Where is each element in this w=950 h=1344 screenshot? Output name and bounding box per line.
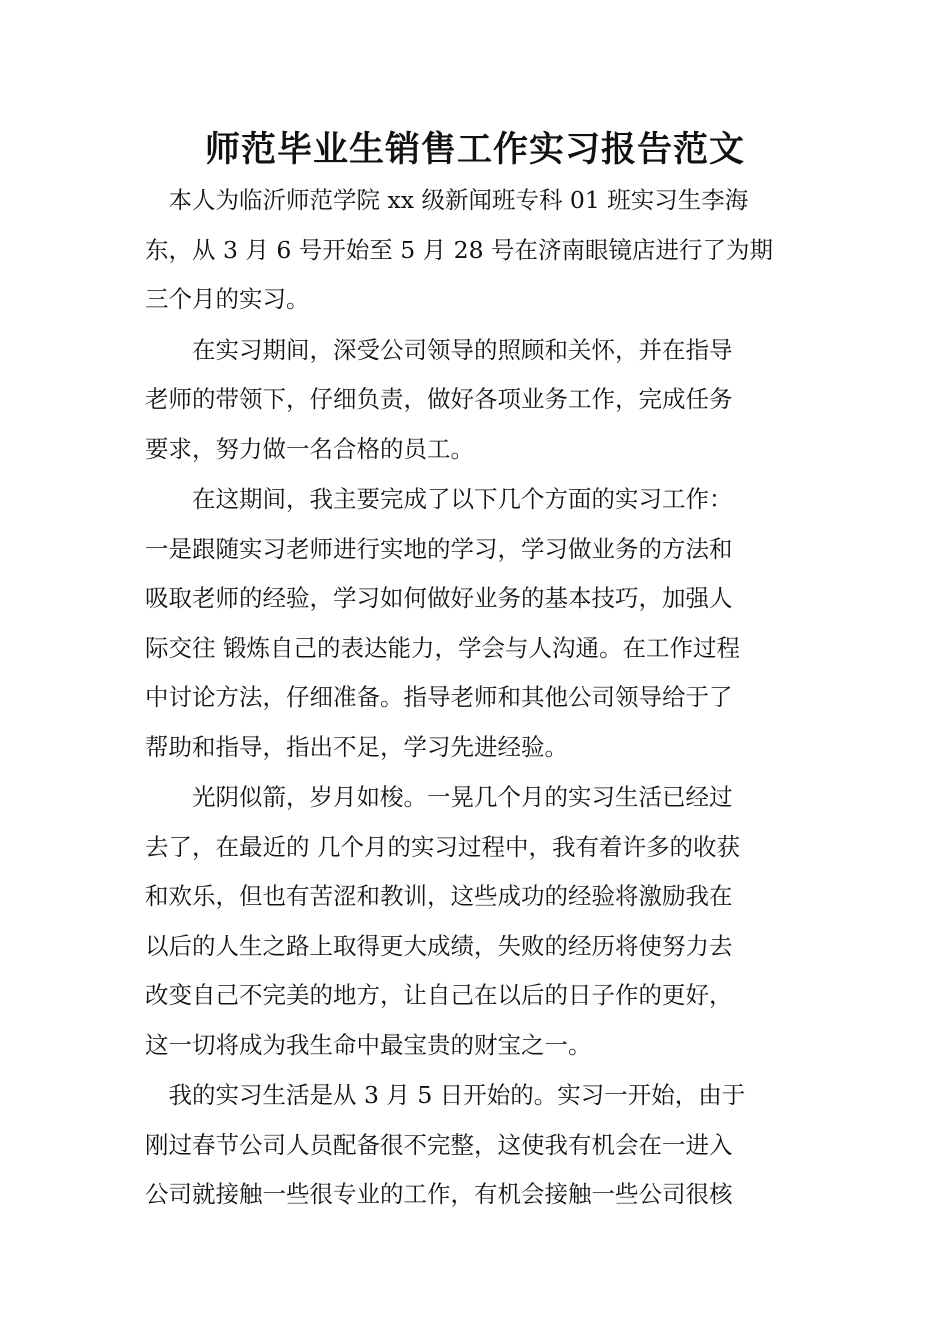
document-body xyxy=(145,176,810,1221)
text-line: 要求，努力做一名合格的员工。 xyxy=(145,434,474,463)
text-line: 以后的人生之路上取得更大成绩，失败的经历将使努力去 xyxy=(145,931,733,960)
text-line: 三个月的实习。 xyxy=(145,285,310,313)
text-line: 刚过春节公司人员配备很不完整，这使我有机会在一进入 xyxy=(145,1130,733,1159)
text-line: 帮助和指导，指出不足，学习先进经验。 xyxy=(145,732,568,761)
text-line: 吸取老师的经验，学习如何做好业务的基本技巧，加强人 xyxy=(145,584,733,612)
text-line: 在实习期间，深受公司领导的照顾和关怀，并在指导 xyxy=(145,335,733,364)
paragraph-3 xyxy=(145,475,810,772)
text-line: 改变自己不完美的地方，让自己在以后的日子作的更好， xyxy=(145,981,733,1009)
paragraph-4 xyxy=(145,773,810,1070)
text-line: 中讨论方法，仔细准备。指导老师和其他公司领导给于了 xyxy=(145,683,733,711)
text-line: 本人为临沂师范学院 xx 级新闻班专科 01 班实习生李海 xyxy=(145,186,749,214)
paragraph-2 xyxy=(145,326,810,475)
text-line: 际交往 锻炼自己的表达能力，学会与人沟通。在工作过程 xyxy=(145,633,740,662)
text-line: 这一切将成为我生命中最宝贵的财宝之一。 xyxy=(145,1030,592,1059)
text-line: 老师的带领下，仔细负责，做好各项业务工作，完成任务 xyxy=(145,385,733,413)
paragraph-1 xyxy=(145,176,810,325)
text-line: 一是跟随实习老师进行实地的学习，学习做业务的方法和 xyxy=(145,534,733,563)
text-line: 和欢乐，但也有苦涩和教训，这些成功的经验将激励我在 xyxy=(145,882,733,910)
document-title: 师范毕业生销售工作实习报告范文 xyxy=(204,130,745,170)
text-line: 去了，在最近的 几个月的实习过程中，我有着许多的收获 xyxy=(145,832,740,861)
text-line: 公司就接触一些很专业的工作，有机会接触一些公司很核 xyxy=(145,1180,733,1208)
paragraph-5 xyxy=(145,1071,810,1220)
text-line: 东，从 3 月 6 号开始至 5 月 28 号在济南眼镜店进行了为期 xyxy=(145,235,774,264)
text-line: 光阴似箭，岁月如梭。一晃几个月的实习生活已经过 xyxy=(145,783,733,811)
text-line: 我的实习生活是从 3 月 5 日开始的。实习一开始，由于 xyxy=(145,1081,746,1109)
text-line: 在这期间，我主要完成了以下几个方面的实习工作： xyxy=(145,485,733,513)
